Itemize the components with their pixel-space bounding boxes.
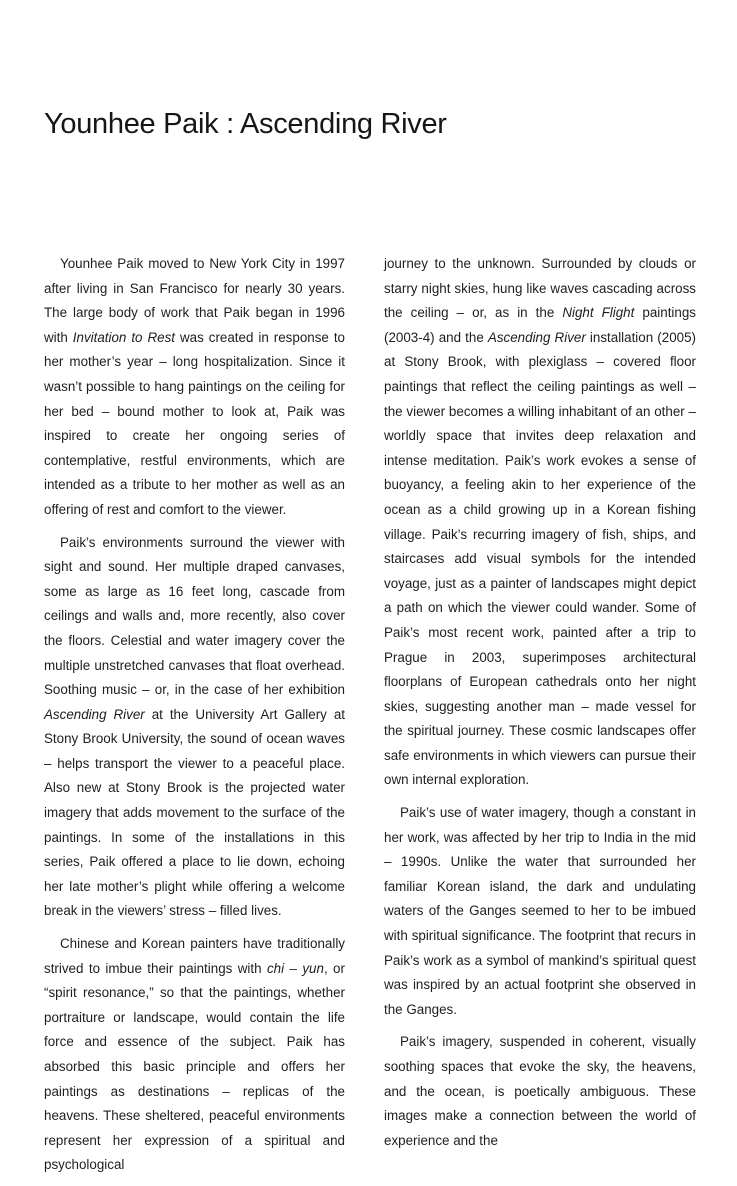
italic-title: Night Flight [562, 305, 635, 321]
text-run: Younhee Paik moved to New York City in 1997 after living in San Francisco for nearly 30 years. The large body of work that Paik began in 1996 with [44, 256, 345, 345]
italic-title: Invitation to Rest [72, 329, 176, 345]
text-run: , or “spirit resonance,” so that the paintings, whether portraiture or landscape, would contain the life force and essence of the subject. Paik has absorbed this basic principle and offers her paintings as destinations – replicas of the heavens. These sheltered, peaceful environments represent her expression of a spiritual and psychological [44, 960, 345, 1173]
page-title: Younhee Paik : Ascending River [44, 108, 447, 140]
paragraph-4 [384, 252, 696, 793]
paragraph-6: Paik’s imagery, suspended in coherent, visually soothing spaces that evoke the sky, the heavens, and the ocean, is poetically ambiguous. These images make a connection between the world of experience and the [384, 1034, 696, 1148]
text-run: paintings (2003-4) and the [384, 305, 696, 345]
text-run: was created in response to her mother’s year – long hospitalization. Since it wasn’t possible to hang paintings on the ceiling for her bed – bound mother to look at, Paik was inspired to create her ongoing series of contemplative, restful environments, which are intended as a tribute to her mother as well as an offering of rest and comfort to the viewer. [44, 329, 345, 517]
text-run: Chinese and Korean painters have traditionally strived to imbue their paintings with [44, 936, 345, 976]
paragraph-2 [44, 531, 345, 925]
text-run: at the University Art Gallery at Stony Brook University, the sound of ocean waves – helps transport the viewer to a peaceful place. Also new at Stony Brook is the projected water imagery that adds movement to the surface of the paintings. In some of the installations in this series, Paik offered a place to lie down, echoing her late mother’s plight while offering a welcome break in the viewers’ stress – filled lives. [44, 706, 345, 919]
paragraph-1 [44, 252, 345, 523]
italic-title: Ascending River [44, 706, 145, 722]
italic-term: chi – yun [266, 960, 324, 976]
paragraph-5: Paik’s use of water imagery, though a constant in her work, was affected by her trip to India in the mid – 1990s. Unlike the water that surrounded her familiar Korean island, the dark and undulating waters of the Ganges seemed to her to be imbued with spiritual significance. The footprint that recurs in Paik’s work as a symbol of mankind’s spiritual quest was inspired by an actual footprint she observed in the Ganges. [384, 805, 696, 1017]
italic-title: Ascending River [487, 329, 586, 345]
text-run: Paik’s environments surround the viewer with sight and sound. Her multiple draped canvases, some as large as 16 feet long, cascade from ceilings and walls and, more recently, also cover the floors. Celestial and water imagery cover the multiple unstretched canvases that float overhead. Soothing music – or, in the case of her exhibition [44, 534, 345, 698]
text-run: journey to the unknown. Surrounded by clouds or starry night skies, hung like waves cascading across the ceiling – or, as in the [384, 256, 696, 321]
right-column [384, 252, 696, 1161]
paragraph-3 [44, 932, 345, 1178]
text-run: installation (2005) at Stony Brook, with plexiglass – covered floor paintings that reflect the ceiling paintings as well – the viewer becomes a willing inhabitant of an other – worldly space that invites deep relaxation and intense meditation. Paik’s work evokes a sense of buoyancy, a feeling akin to her experience of the ocean as a child growing up in a Korean fishing village. Paik’s recurring imagery of fish, ships, and staircases add visual symbols for the intended voyage, just as a painter of landscapes might depict a path on which the viewer could wander. Some of Paik’s most recent work, painted after a trip to Prague in 2003, superimposes architectural floorplans of European cathedrals onto her night skies, suggesting another man – made vessel for the spiritual journey. These cosmic landscapes offer safe environments in which viewers can pursue their own internal exploration. [384, 329, 696, 788]
left-column [44, 252, 345, 1186]
